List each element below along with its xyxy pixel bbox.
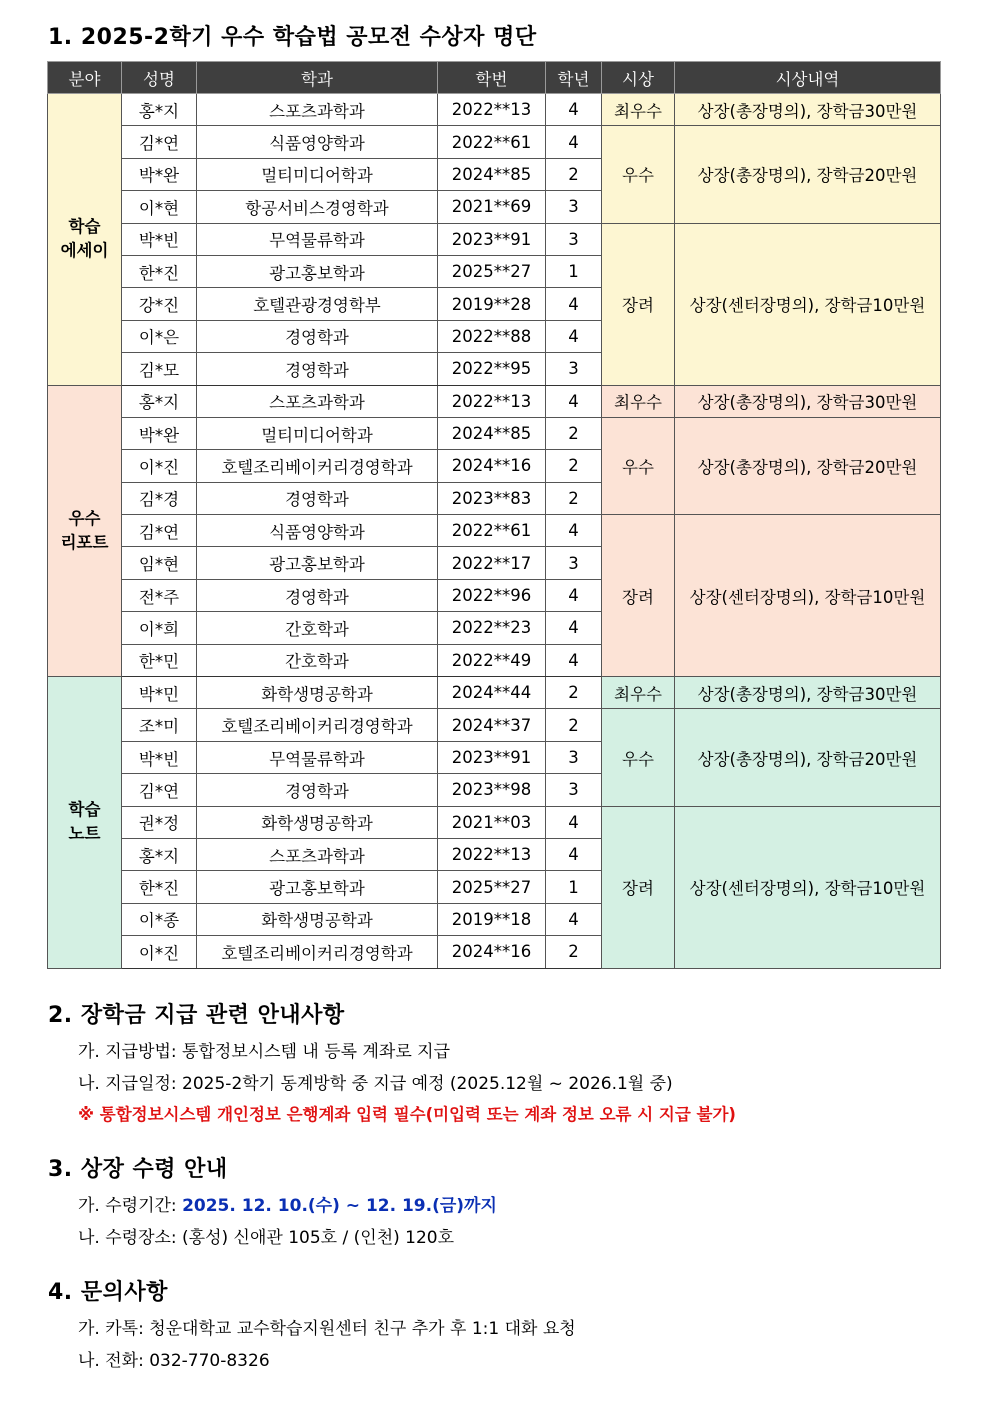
name-cell: 김*모 (122, 353, 197, 385)
category-label-line: 노트 (68, 824, 101, 844)
award-detail-cell: 상장(총장명의), 장학금20만원 (675, 126, 941, 223)
student-id-cell: 2019**18 (438, 903, 546, 935)
header-name: 성명 (122, 62, 197, 94)
grade-cell: 4 (546, 320, 602, 352)
award-level-cell: 장려 (602, 223, 675, 385)
dept-cell: 항공서비스경영학과 (197, 191, 438, 223)
student-id-cell: 2025**27 (438, 871, 546, 903)
header-award: 시상 (602, 62, 675, 94)
name-cell: 이*은 (122, 320, 197, 352)
name-cell: 권*정 (122, 806, 197, 838)
student-id-cell: 2019**28 (438, 288, 546, 320)
table-row (48, 709, 941, 741)
dept-cell: 스포츠과학과 (197, 94, 438, 126)
receipt-period-value: 2025. 12. 10.(수) ~ 12. 19.(금)까지 (182, 1196, 497, 1216)
table-row (48, 385, 941, 417)
header-grade: 학년 (546, 62, 602, 94)
header-student-id: 학번 (438, 62, 546, 94)
name-cell: 박*빈 (122, 741, 197, 773)
dept-cell: 스포츠과학과 (197, 838, 438, 870)
section-4-title: 4. 문의사항 (48, 1280, 168, 1305)
name-cell: 김*연 (122, 774, 197, 806)
payment-schedule-line: 나. 지급일정: 2025-2학기 동계방학 중 지급 예정 (2025.12월 ~ 2026.1월 중) (78, 1074, 673, 1094)
grade-cell: 2 (546, 936, 602, 968)
dept-cell: 경영학과 (197, 482, 438, 514)
student-id-cell: 2022**17 (438, 547, 546, 579)
dept-cell: 경영학과 (197, 774, 438, 806)
section-2-title: 2. 장학금 지급 관련 안내사항 (48, 1003, 345, 1028)
table-row (48, 126, 941, 158)
receipt-period-label: 가. 수령기간: (78, 1196, 183, 1216)
grade-cell: 2 (546, 677, 602, 709)
award-level-cell: 우수 (602, 126, 675, 223)
award-detail-cell: 상장(총장명의), 장학금20만원 (675, 709, 941, 806)
table-row (48, 223, 941, 255)
grade-cell: 2 (546, 158, 602, 190)
name-cell: 김*경 (122, 482, 197, 514)
award-detail-cell: 상장(센터장명의), 장학금10만원 (675, 223, 941, 385)
name-cell: 김*연 (122, 126, 197, 158)
award-detail-cell: 상장(총장명의), 장학금30만원 (675, 94, 941, 126)
category-cell (48, 677, 122, 969)
header-category: 분야 (48, 62, 122, 94)
award-level-cell: 우수 (602, 417, 675, 514)
student-id-cell: 2023**91 (438, 741, 546, 773)
dept-cell: 경영학과 (197, 320, 438, 352)
grade-cell: 1 (546, 871, 602, 903)
student-id-cell: 2024**16 (438, 450, 546, 482)
grade-cell: 3 (546, 353, 602, 385)
award-detail-cell: 상장(센터장명의), 장학금10만원 (675, 806, 941, 968)
category-label-line: 학습 (68, 217, 101, 237)
name-cell: 한*민 (122, 644, 197, 676)
receipt-place-line: 나. 수령장소: (홍성) 신애관 105호 / (인천) 120호 (78, 1228, 455, 1248)
grade-cell: 3 (546, 547, 602, 579)
dept-cell: 광고홍보학과 (197, 871, 438, 903)
table-row (48, 94, 941, 126)
grade-cell: 4 (546, 644, 602, 676)
name-cell: 한*진 (122, 871, 197, 903)
student-id-cell: 2022**13 (438, 838, 546, 870)
name-cell: 이*진 (122, 936, 197, 968)
student-id-cell: 2024**44 (438, 677, 546, 709)
student-id-cell: 2025**27 (438, 255, 546, 287)
dept-cell: 간호학과 (197, 612, 438, 644)
category-label-line: 리포트 (60, 532, 109, 552)
grade-cell: 4 (546, 385, 602, 417)
name-cell: 한*진 (122, 255, 197, 287)
student-id-cell: 2022**49 (438, 644, 546, 676)
category-cell (48, 385, 122, 677)
grade-cell: 2 (546, 450, 602, 482)
grade-cell: 3 (546, 223, 602, 255)
student-id-cell: 2022**61 (438, 126, 546, 158)
dept-cell: 광고홍보학과 (197, 547, 438, 579)
table-header-row (48, 62, 941, 94)
grade-cell: 4 (546, 515, 602, 547)
student-id-cell: 2024**16 (438, 936, 546, 968)
grade-cell: 4 (546, 838, 602, 870)
grade-cell: 4 (546, 126, 602, 158)
student-id-cell: 2021**03 (438, 806, 546, 838)
category-label-line: 우수 (68, 508, 101, 528)
kakao-contact-line: 가. 카톡: 청운대학교 교수학습지원센터 친구 추가 후 1:1 대화 요청 (78, 1319, 576, 1339)
grade-cell: 4 (546, 903, 602, 935)
award-detail-cell: 상장(총장명의), 장학금30만원 (675, 385, 941, 417)
name-cell: 조*미 (122, 709, 197, 741)
grade-cell: 2 (546, 709, 602, 741)
payment-method-line: 가. 지급방법: 통합정보시스템 내 등록 계좌로 지급 (78, 1042, 450, 1062)
student-id-cell: 2024**37 (438, 709, 546, 741)
table-row (48, 417, 941, 449)
dept-cell: 광고홍보학과 (197, 255, 438, 287)
award-level-cell: 장려 (602, 806, 675, 968)
grade-cell: 2 (546, 482, 602, 514)
grade-cell: 4 (546, 806, 602, 838)
name-cell: 홍*지 (122, 385, 197, 417)
student-id-cell: 2022**96 (438, 579, 546, 611)
grade-cell: 3 (546, 741, 602, 773)
student-id-cell: 2022**13 (438, 94, 546, 126)
dept-cell: 경영학과 (197, 579, 438, 611)
section-3-title: 3. 상장 수령 안내 (48, 1157, 228, 1182)
dept-cell: 화학생명공학과 (197, 806, 438, 838)
grade-cell: 1 (546, 255, 602, 287)
name-cell: 임*현 (122, 547, 197, 579)
dept-cell: 멀티미디어학과 (197, 417, 438, 449)
name-cell: 김*연 (122, 515, 197, 547)
student-id-cell: 2024**85 (438, 158, 546, 190)
dept-cell: 호텔조리베이커리경영학과 (197, 936, 438, 968)
dept-cell: 경영학과 (197, 353, 438, 385)
dept-cell: 식품영양학과 (197, 126, 438, 158)
name-cell: 강*진 (122, 288, 197, 320)
dept-cell: 호텔관광경영학부 (197, 288, 438, 320)
award-winners-table (47, 61, 941, 969)
dept-cell: 화학생명공학과 (197, 903, 438, 935)
section-1-title: 1. 2025-2학기 우수 학습법 공모전 수상자 명단 (48, 25, 537, 50)
dept-cell: 멀티미디어학과 (197, 158, 438, 190)
name-cell: 박*완 (122, 417, 197, 449)
name-cell: 전*주 (122, 579, 197, 611)
student-id-cell: 2022**61 (438, 515, 546, 547)
student-id-cell: 2022**23 (438, 612, 546, 644)
grade-cell: 4 (546, 579, 602, 611)
receipt-period-line (78, 1191, 497, 1216)
award-detail-cell: 상장(총장명의), 장학금20만원 (675, 417, 941, 514)
name-cell: 박*완 (122, 158, 197, 190)
grade-cell: 2 (546, 417, 602, 449)
grade-cell: 4 (546, 288, 602, 320)
category-label-line: 에세이 (60, 241, 109, 261)
header-dept: 학과 (197, 62, 438, 94)
dept-cell: 무역물류학과 (197, 223, 438, 255)
name-cell: 박*빈 (122, 223, 197, 255)
dept-cell: 화학생명공학과 (197, 677, 438, 709)
award-detail-cell: 상장(총장명의), 장학금30만원 (675, 677, 941, 709)
award-detail-cell: 상장(센터장명의), 장학금10만원 (675, 515, 941, 677)
dept-cell: 간호학과 (197, 644, 438, 676)
name-cell: 이*현 (122, 191, 197, 223)
award-level-cell: 최우수 (602, 677, 675, 709)
name-cell: 홍*지 (122, 838, 197, 870)
student-id-cell: 2023**83 (438, 482, 546, 514)
bank-account-warning: ※ 통합정보시스템 개인정보 은행계좌 입력 필수(미입력 또는 계좌 정보 오류 시 지급 불가) (78, 1105, 736, 1124)
dept-cell: 호텔조리베이커리경영학과 (197, 709, 438, 741)
header-award-detail: 시상내역 (675, 62, 941, 94)
grade-cell: 4 (546, 612, 602, 644)
student-id-cell: 2022**13 (438, 385, 546, 417)
award-level-cell: 장려 (602, 515, 675, 677)
student-id-cell: 2022**88 (438, 320, 546, 352)
student-id-cell: 2022**95 (438, 353, 546, 385)
table-row (48, 677, 941, 709)
award-level-cell: 우수 (602, 709, 675, 806)
award-level-cell: 최우수 (602, 385, 675, 417)
award-level-cell: 최우수 (602, 94, 675, 126)
dept-cell: 식품영양학과 (197, 515, 438, 547)
grade-cell: 4 (546, 94, 602, 126)
name-cell: 이*종 (122, 903, 197, 935)
grade-cell: 3 (546, 774, 602, 806)
category-cell (48, 94, 122, 386)
table-row (48, 515, 941, 547)
name-cell: 이*진 (122, 450, 197, 482)
name-cell: 이*희 (122, 612, 197, 644)
category-label-line: 학습 (68, 800, 101, 820)
student-id-cell: 2023**91 (438, 223, 546, 255)
table-row (48, 806, 941, 838)
dept-cell: 스포츠과학과 (197, 385, 438, 417)
name-cell: 홍*지 (122, 94, 197, 126)
dept-cell: 무역물류학과 (197, 741, 438, 773)
grade-cell: 3 (546, 191, 602, 223)
student-id-cell: 2021**69 (438, 191, 546, 223)
phone-contact-line: 나. 전화: 032-770-8326 (78, 1351, 270, 1371)
dept-cell: 호텔조리베이커리경영학과 (197, 450, 438, 482)
student-id-cell: 2024**85 (438, 417, 546, 449)
student-id-cell: 2023**98 (438, 774, 546, 806)
name-cell: 박*민 (122, 677, 197, 709)
